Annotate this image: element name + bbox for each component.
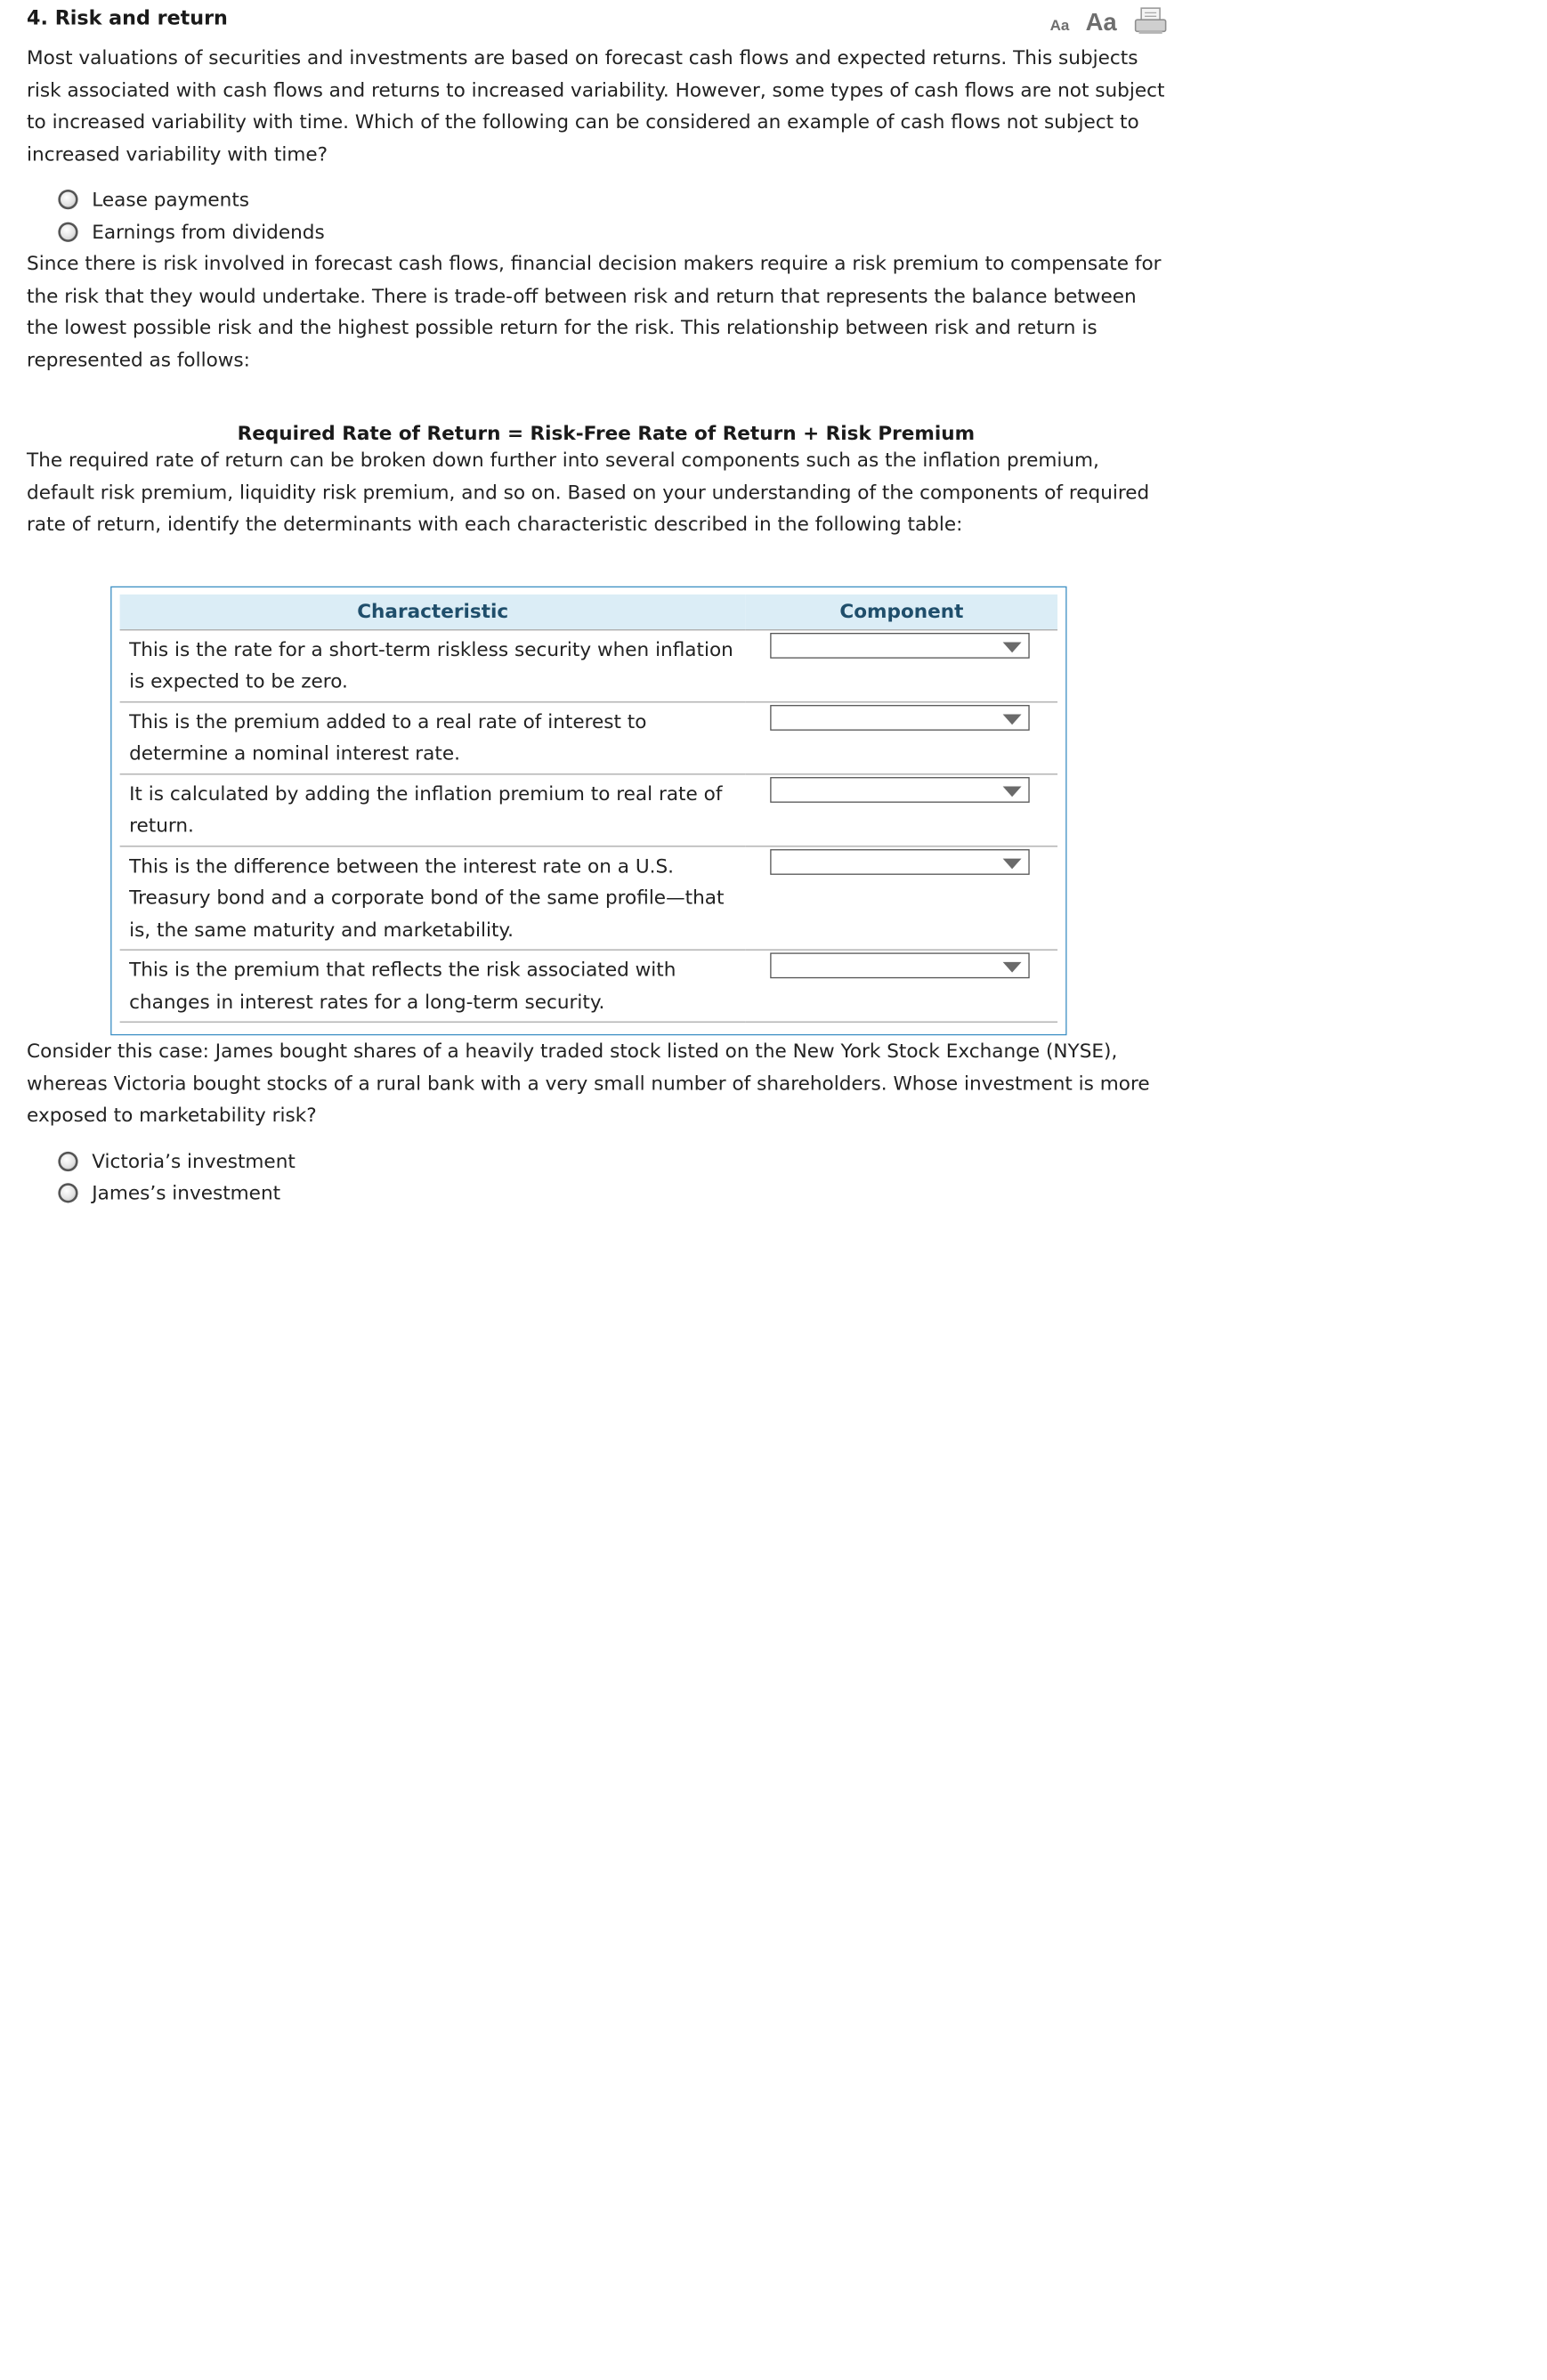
component-dropdown[interactable] [770,952,1029,978]
option-victorias-investment[interactable] [58,1145,1167,1178]
table-header-row [120,594,1057,629]
component-dropdown[interactable] [770,632,1029,658]
option-jamess-investment[interactable] [58,1178,1167,1210]
component-dropdown[interactable] [770,848,1029,874]
decrease-font-button[interactable]: Aa [1049,16,1070,34]
component-cell [746,773,1057,846]
component-dropdown[interactable] [770,776,1029,802]
characteristic-cell: This is the premium added to a real rate of interest to determine a nominal interest rate. [120,701,746,773]
radio-button[interactable] [58,1152,77,1171]
question-paragraph-2: Since there is risk involved in forecast cash flows, financial decision makers require a risk premium to compensate for the risk that they would undertake. There is trade-off between risk and return that represents the balance between the lowest possible risk and the highest possible return for the risk. This relationship between risk and return is represented as follows: [27,252,1162,371]
characteristic-cell: This is the premium that reflects the risk associated with changes in interest rates for a long-term security. [120,950,746,1022]
table-row [120,701,1057,773]
table-row [120,773,1057,846]
chevron-down-icon [1003,962,1022,973]
formula: Required Rate of Return = Risk-Free Rate of Return + Risk Premium [237,422,976,445]
table-row [120,846,1057,950]
option-list-2 [27,1145,1167,1210]
chevron-down-icon [1003,786,1022,797]
question-paragraph-1: Most valuations of securities and investments are based on forecast cash flows and expected returns. This subjects risk associated with cash flows and returns to increased variability. However, some types of cash flows are not subject to increased variability with time. Which of the following can be considered an example of cash flows not subject to increased variability with time? [27,46,1165,165]
option-earnings-from-dividends[interactable] [58,215,1167,247]
question-paragraph-3: The required rate of return can be broken down further into several components such as the inflation premium, default risk premium, liquidity risk premium, and so on. Based on your understanding of the components of required rate of return, identify the determinants with each characteristic described in the following table: [27,449,1150,536]
option-label: Victoria’s investment [92,1150,296,1173]
table-row [120,950,1057,1022]
characteristic-cell: This is the difference between the interest rate on a U.S. Treasury bond and a corporate bond of the same profile—that is, the same maturity and marketability. [120,846,746,950]
component-cell [746,846,1057,950]
option-lease-payments[interactable] [58,184,1167,216]
option-label: Earnings from dividends [92,221,325,243]
radio-button[interactable] [58,190,77,209]
table-row [120,629,1057,701]
component-dropdown[interactable] [770,704,1029,730]
component-cell [746,701,1057,773]
header-component: Component [746,594,1057,629]
components-table [120,594,1057,1023]
question-content [27,0,1167,1210]
characteristic-cell: It is calculated by adding the inflation premium to real rate of return. [120,773,746,846]
chevron-down-icon [1003,858,1022,869]
radio-button[interactable] [58,222,77,241]
print-icon[interactable] [1133,7,1168,35]
option-label: James’s investment [92,1182,281,1205]
characteristic-cell: This is the rate for a short-term riskless security when inflation is expected to be zero. [120,629,746,701]
component-cell [746,950,1057,1022]
component-cell [746,629,1057,701]
chevron-down-icon [1003,642,1022,652]
toolbar [1050,7,1169,35]
question-title: 4. Risk and return [27,6,228,30]
components-table-container [110,586,1066,1035]
header-characteristic: Characteristic [120,594,746,629]
question-paragraph-4: Consider this case: James bought shares of a heavily traded stock listed on the New York Stock Exchange (NYSE), whereas Victoria bought stocks of a rural bank with a very small number of shareholders. Whose investment is more exposed to marketability risk? [27,1040,1150,1127]
option-list-1 [27,184,1167,248]
question-header [27,0,1167,42]
increase-font-button[interactable]: Aa [1085,9,1117,36]
chevron-down-icon [1003,714,1022,725]
radio-button[interactable] [58,1184,77,1203]
option-label: Lease payments [92,189,250,211]
